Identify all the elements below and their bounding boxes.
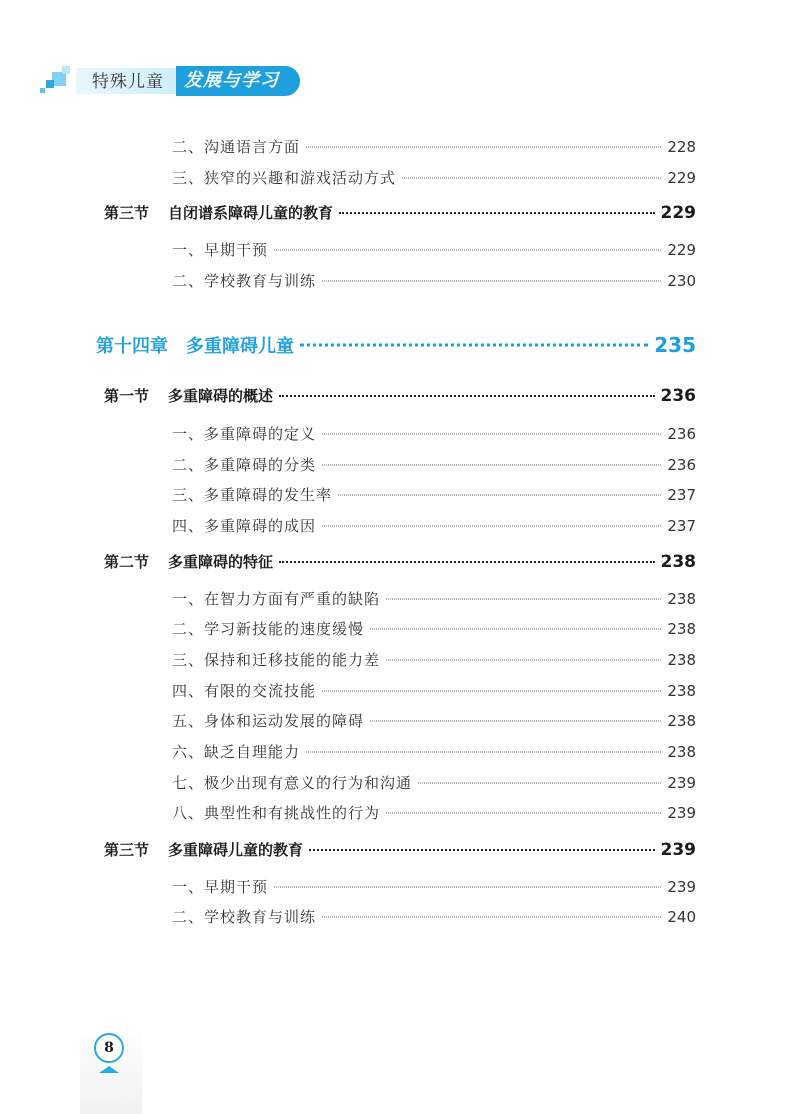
toc-entry[interactable] bbox=[172, 167, 696, 188]
toc-entry[interactable] bbox=[172, 588, 696, 609]
toc-leader-dots bbox=[370, 713, 661, 728]
toc-entry-label: 五、身体和运动发展的障碍 bbox=[172, 712, 365, 730]
toc-chapter-number: 第十四章 bbox=[96, 336, 168, 357]
toc-entry-page: 229 bbox=[660, 203, 696, 223]
toc-leader-dots bbox=[306, 744, 661, 759]
toc-leader-dots bbox=[402, 170, 661, 185]
header-book-title-part1: 特殊儿童 bbox=[92, 72, 164, 92]
toc-entry-label: 一、早期干预 bbox=[172, 878, 269, 896]
toc-entry[interactable] bbox=[172, 423, 696, 444]
toc-entry-label: 三、狭窄的兴趣和游戏活动方式 bbox=[172, 169, 397, 187]
toc-entry-label: 二、多重障碍的分类 bbox=[172, 456, 317, 474]
toc-section-title: 自闭谱系障碍儿童的教育 bbox=[168, 204, 334, 222]
page-marker-triangle-icon bbox=[99, 1066, 119, 1073]
toc-entry[interactable] bbox=[172, 649, 696, 670]
toc-entry-label: 二、学校教育与训练 bbox=[172, 908, 317, 926]
toc-entry[interactable] bbox=[172, 136, 696, 157]
toc-entry-label: 八、典型性和有挑战性的行为 bbox=[172, 804, 381, 822]
toc-entry[interactable] bbox=[172, 484, 696, 505]
toc-leader-dots bbox=[274, 879, 661, 894]
toc-section-entry[interactable] bbox=[104, 839, 696, 860]
toc-entry[interactable] bbox=[172, 710, 696, 731]
toc-entry-label: 六、缺乏自理能力 bbox=[172, 743, 301, 761]
toc-entry-label: 四、多重障碍的成因 bbox=[172, 517, 317, 535]
toc-section-number: 第三节 bbox=[104, 204, 150, 222]
toc-entry-page: 228 bbox=[667, 138, 696, 156]
toc-entry[interactable] bbox=[172, 741, 696, 762]
toc-leader-dots bbox=[322, 273, 661, 288]
toc-entry[interactable] bbox=[172, 876, 696, 897]
toc-entry-label: 二、学习新技能的速度缓慢 bbox=[172, 620, 365, 638]
toc-leader-dots bbox=[309, 842, 654, 857]
toc-entry[interactable] bbox=[172, 239, 696, 260]
toc-entry-page: 238 bbox=[667, 743, 696, 761]
toc-chapter-title: 多重障碍儿童 bbox=[186, 336, 294, 357]
toc-section-label bbox=[104, 839, 303, 860]
toc-leader-dots bbox=[322, 909, 661, 924]
toc-section-label bbox=[104, 202, 333, 223]
toc-entry-page: 237 bbox=[667, 486, 696, 504]
toc-leader-dots bbox=[386, 805, 661, 820]
toc-entry-page: 237 bbox=[667, 517, 696, 535]
toc-section-number: 第二节 bbox=[104, 553, 150, 571]
toc-entry-page: 229 bbox=[667, 241, 696, 259]
toc-leader-dots bbox=[370, 621, 661, 636]
toc-leader-dots bbox=[274, 242, 661, 257]
toc-section-title: 多重障碍的概述 bbox=[168, 387, 274, 405]
toc-section-label bbox=[104, 551, 273, 572]
toc-leader-dots bbox=[279, 554, 654, 569]
toc-entry[interactable] bbox=[172, 772, 696, 793]
toc-entry[interactable] bbox=[172, 906, 696, 927]
toc-entry-page: 239 bbox=[667, 878, 696, 896]
toc-entry-label: 一、多重障碍的定义 bbox=[172, 425, 317, 443]
toc-entry-page: 238 bbox=[667, 620, 696, 638]
toc-entry-page: 229 bbox=[667, 169, 696, 187]
toc-entry-page: 238 bbox=[667, 590, 696, 608]
toc-leader-dots bbox=[418, 775, 661, 790]
toc-leader-dots bbox=[279, 388, 654, 403]
toc-leader-dots bbox=[386, 591, 661, 606]
toc-section-title: 多重障碍儿童的教育 bbox=[168, 841, 304, 859]
toc-section-entry[interactable] bbox=[104, 385, 696, 406]
toc-section-entry[interactable] bbox=[104, 551, 696, 572]
toc-entry-page: 235 bbox=[654, 333, 696, 357]
toc-leader-dots bbox=[300, 336, 648, 354]
toc-entry-label: 二、学校教育与训练 bbox=[172, 272, 317, 290]
toc-section-entry[interactable] bbox=[104, 202, 696, 223]
toc-leader-dots bbox=[322, 683, 661, 698]
toc-leader-dots bbox=[339, 205, 654, 220]
toc-entry-label: 一、早期干预 bbox=[172, 241, 269, 259]
toc-entry-label: 四、有限的交流技能 bbox=[172, 682, 317, 700]
toc-entry-page: 238 bbox=[660, 552, 696, 572]
toc-entry-page: 240 bbox=[667, 908, 696, 926]
toc-entry-label: 三、多重障碍的发生率 bbox=[172, 486, 333, 504]
page-number: 8 bbox=[94, 1033, 124, 1063]
toc-section-title: 多重障碍的特征 bbox=[168, 553, 274, 571]
toc-section-label bbox=[104, 385, 273, 406]
toc-leader-dots bbox=[322, 518, 661, 533]
toc-entry-page: 238 bbox=[667, 651, 696, 669]
toc-leader-dots bbox=[322, 457, 661, 472]
toc-entry[interactable] bbox=[172, 802, 696, 823]
toc-leader-dots bbox=[386, 652, 661, 667]
toc-entry[interactable] bbox=[172, 454, 696, 475]
toc-entry-page: 239 bbox=[667, 804, 696, 822]
toc-leader-dots bbox=[306, 139, 661, 154]
toc-entry[interactable] bbox=[172, 515, 696, 536]
toc-entry[interactable] bbox=[172, 618, 696, 639]
toc-entry-label: 三、保持和迁移技能的能力差 bbox=[172, 651, 381, 669]
toc-leader-dots bbox=[322, 426, 661, 441]
toc-section-number: 第三节 bbox=[104, 841, 150, 859]
toc-entry-page: 239 bbox=[667, 774, 696, 792]
toc-entry-page: 236 bbox=[660, 386, 696, 406]
toc-entry-page: 230 bbox=[667, 272, 696, 290]
toc-leader-dots bbox=[338, 487, 661, 502]
header-book-title-part2: 发展与学习 bbox=[184, 70, 279, 91]
toc-entry-label: 七、极少出现有意义的行为和沟通 bbox=[172, 774, 413, 792]
toc-section-number: 第一节 bbox=[104, 387, 150, 405]
toc-chapter-label bbox=[96, 332, 294, 358]
toc-chapter-entry[interactable] bbox=[96, 332, 696, 358]
toc-entry-page: 239 bbox=[660, 840, 696, 860]
toc-entry-label: 一、在智力方面有严重的缺陷 bbox=[172, 590, 381, 608]
toc-entry-page: 238 bbox=[667, 712, 696, 730]
toc-entry-page: 236 bbox=[667, 456, 696, 474]
toc-entry-label: 二、沟通语言方面 bbox=[172, 138, 301, 156]
toc-entry[interactable] bbox=[172, 680, 696, 701]
toc-entry-page: 238 bbox=[667, 682, 696, 700]
toc-entry-page: 236 bbox=[667, 425, 696, 443]
toc-entry[interactable] bbox=[172, 270, 696, 291]
